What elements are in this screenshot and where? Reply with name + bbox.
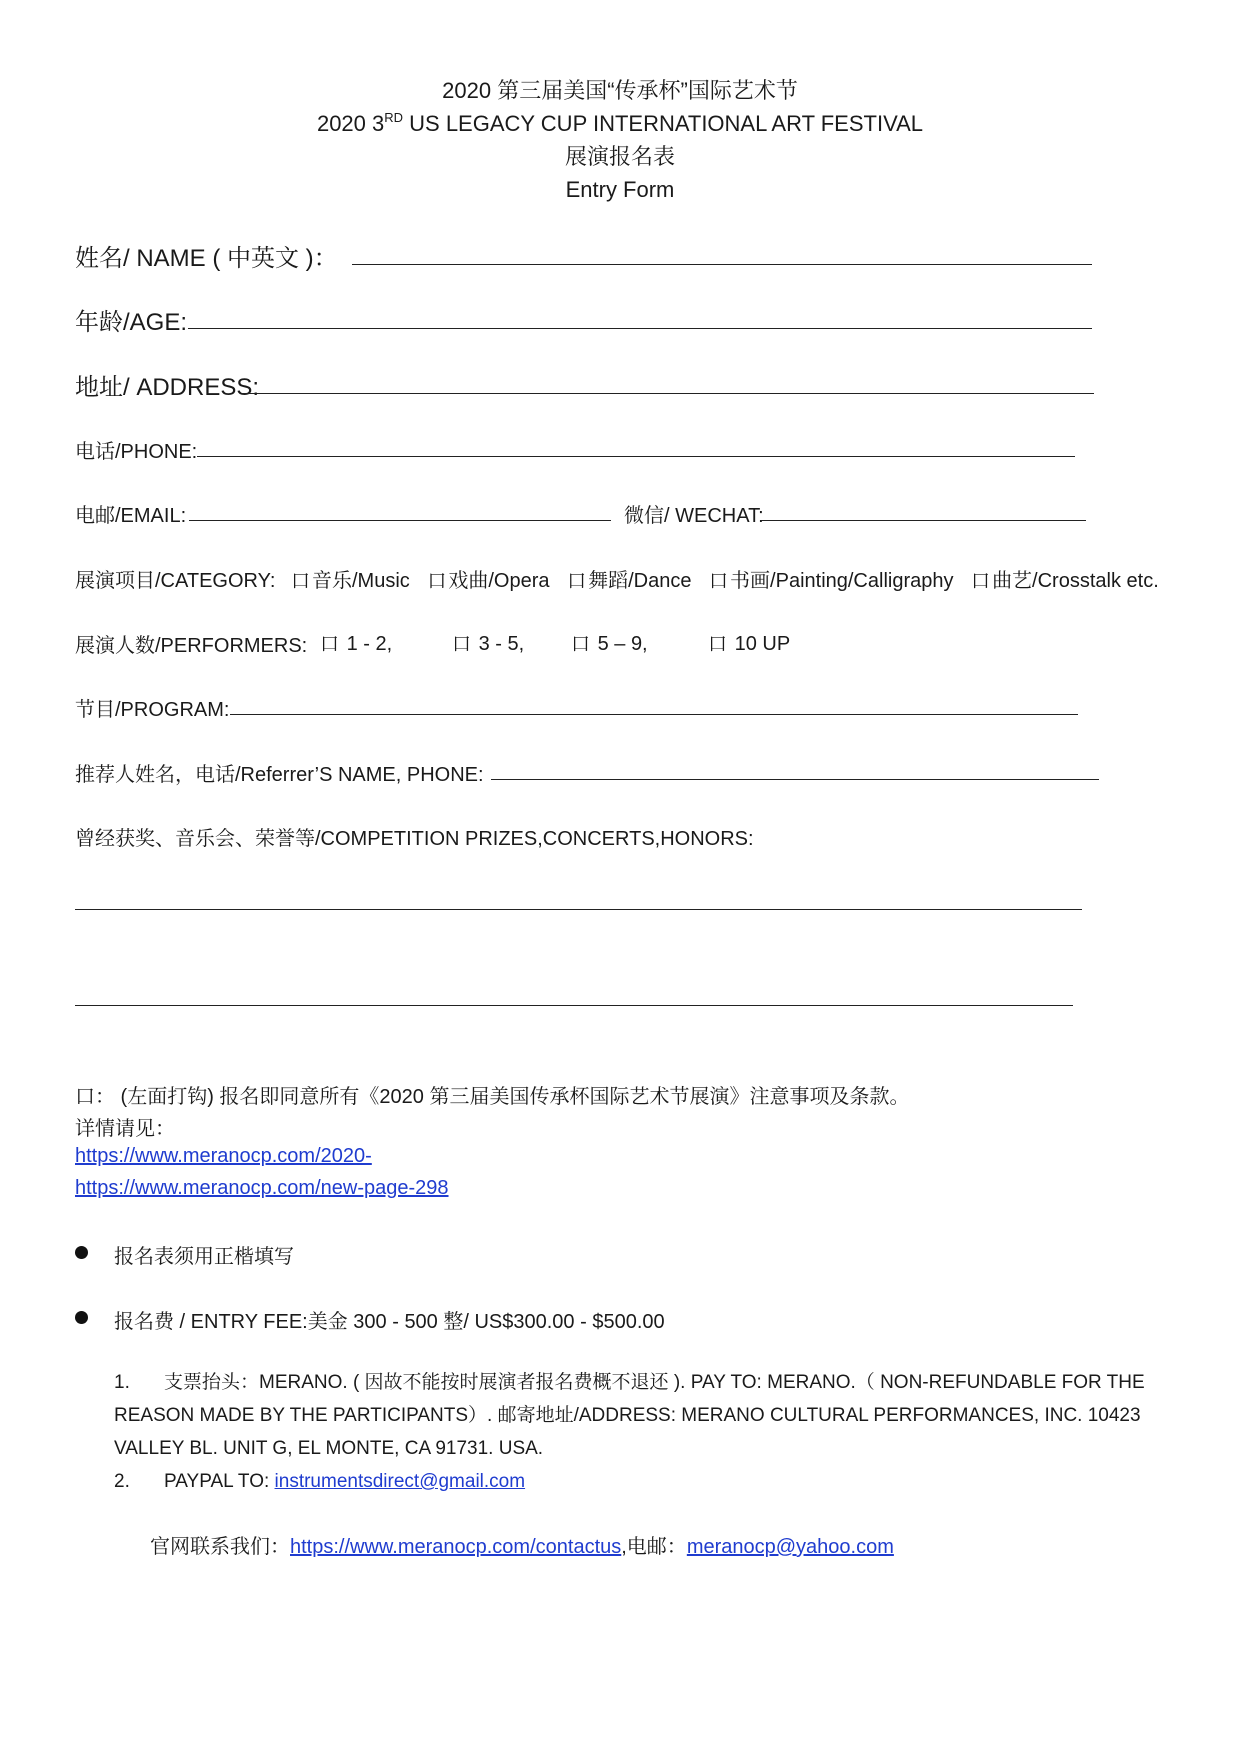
- subtitle-english: Entry Form: [565, 177, 675, 202]
- contact-url-link[interactable]: https://www.meranocp.com/contactus: [290, 1536, 622, 1558]
- contact-row: [150, 1530, 894, 1559]
- category-option-opera[interactable]: 口 戏曲/Opera: [427, 570, 550, 592]
- form-header: [0, 74, 1240, 206]
- checkbox-icon: 口: [427, 571, 447, 592]
- checkbox-icon: 口: [452, 634, 472, 655]
- category-option-dance[interactable]: 口 舞蹈/Dance: [567, 570, 692, 592]
- referrer-label: 推荐人姓名，电话/Referrer’S NAME, PHONE:: [75, 764, 484, 786]
- performers-option-3-5[interactable]: 口 3 - 5,: [452, 633, 525, 655]
- performers-option-5-9[interactable]: 口 5 – 9,: [571, 633, 648, 655]
- checkbox-icon: 口: [709, 571, 729, 592]
- wechat-label: 微信/ WECHAT:: [624, 505, 764, 527]
- category-row: [75, 564, 1159, 593]
- address-blank[interactable]: [242, 393, 1094, 394]
- honors-label: 曾经获奖、音乐会、荣誉等/COMPETITION PRIZES,CONCERTS,HONORS:: [75, 828, 754, 850]
- contact-email-link[interactable]: meranocp@yahoo.com: [686, 1536, 894, 1558]
- ordinal-suffix: RD: [384, 110, 404, 125]
- item-number: 1.: [114, 1372, 130, 1393]
- performers-option-10-up[interactable]: 口 10 UP: [708, 633, 791, 655]
- bullet-icon: [75, 1246, 88, 1259]
- agreement-text: 口： (左面打钩) 报名即同意所有《2020 第三届美国传承杯国际艺术节展演》注意事项及条款。: [75, 1086, 910, 1108]
- age-label: 年龄/AGE:: [75, 309, 188, 336]
- checkbox-icon: 口: [708, 634, 728, 655]
- bullet-text-print-clearly: 报名表须用正楷填写: [114, 1246, 294, 1268]
- checkbox-icon: 口: [320, 634, 340, 655]
- phone-label: 电话/PHONE:: [75, 441, 198, 463]
- details-link-2[interactable]: https://www.meranocp.com/new-page-298: [75, 1177, 449, 1199]
- payment-item-check: 1. 支票抬头：MERANO. ( 因故不能按时展演者报名费概不退还 ). PAY TO: MERANO.（ NON-REFUNDABLE FOR THE REASON MADE BY THE PARTICIPANTS）. 邮寄地址/ADDRESS: MERANO CULTURAL PERFORMANCES, INC. 10423 VALLEY BL. UNIT G, EL MONTE, CA 91731. USA.: [114, 1366, 1174, 1465]
- contact-label: 官网联系我们：: [150, 1536, 290, 1558]
- paypal-email-link[interactable]: instrumentsdirect@gmail.com: [274, 1471, 526, 1492]
- bullet-icon: [75, 1311, 88, 1324]
- phone-blank[interactable]: [197, 456, 1075, 457]
- checkbox-icon: 口: [971, 571, 991, 592]
- item-number: 2.: [114, 1471, 130, 1492]
- email-blank[interactable]: [189, 520, 611, 521]
- payment-item-paypal: 2. PAYPAL TO: instrumentsdirect@gmail.com: [114, 1465, 1174, 1498]
- address-label: 地址/ ADDRESS:: [75, 374, 260, 401]
- contact-email-label: ,电邮：: [621, 1536, 687, 1558]
- category-option-music[interactable]: 口 音乐/Music: [290, 570, 410, 592]
- name-blank[interactable]: [352, 264, 1092, 265]
- email-label: 电邮/EMAIL:: [75, 505, 187, 527]
- category-option-crosstalk[interactable]: 口 曲艺/Crosstalk etc.: [971, 570, 1159, 592]
- name-label: 姓名/ NAME ( 中英文 )：: [75, 245, 338, 272]
- performers-option-1-2[interactable]: 口 1 - 2,: [320, 633, 393, 655]
- referrer-blank[interactable]: [491, 779, 1099, 780]
- checkbox-icon: 口: [571, 634, 591, 655]
- details-link-1[interactable]: https://www.meranocp.com/2020-: [75, 1145, 372, 1167]
- checkbox-icon: 口: [290, 571, 310, 592]
- age-blank[interactable]: [188, 328, 1092, 329]
- wechat-blank[interactable]: [761, 520, 1086, 521]
- category-option-painting[interactable]: 口 书画/Painting/Calligraphy: [709, 570, 954, 592]
- subtitle-chinese: 展演报名表: [564, 144, 675, 169]
- details-label: 详情请见：: [75, 1118, 175, 1140]
- category-label: 展演项目/CATEGORY:: [75, 570, 276, 592]
- program-label: 节目/PROGRAM:: [75, 699, 230, 721]
- program-blank[interactable]: [230, 714, 1078, 715]
- honors-blank-2[interactable]: [75, 1005, 1073, 1006]
- performers-label: 展演人数/PERFORMERS:: [75, 635, 308, 657]
- bullet-text-entry-fee: 报名费 / ENTRY FEE:美金 300 - 500 整/ US$300.00 - $500.00: [114, 1311, 665, 1333]
- title-chinese: 2020 第三届美国“传承杯”国际艺术节: [442, 78, 798, 103]
- checkbox-icon: 口: [567, 571, 587, 592]
- honors-blank-1[interactable]: [75, 909, 1082, 910]
- title-english: 2020 3RD US LEGACY CUP INTERNATIONAL ART FESTIVAL: [316, 110, 924, 136]
